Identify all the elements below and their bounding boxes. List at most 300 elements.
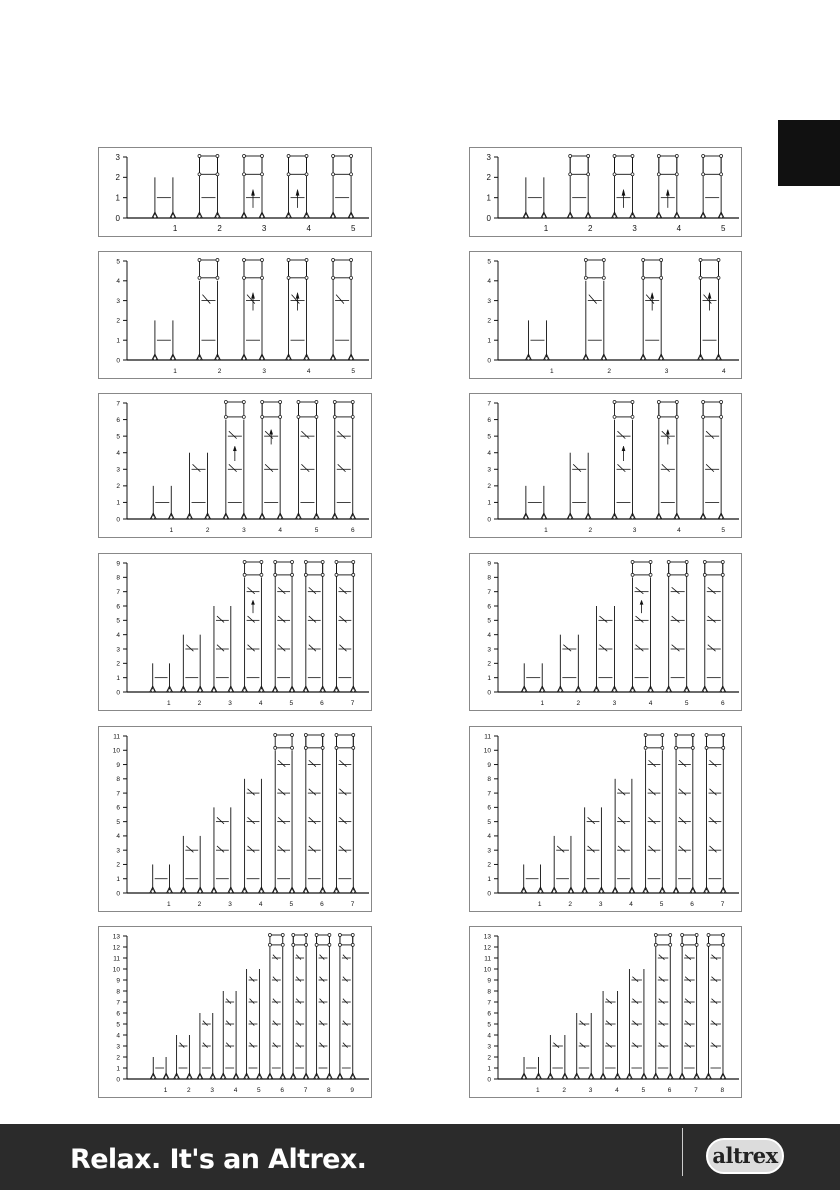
guardrail-clamp <box>338 943 341 946</box>
brace-mark <box>557 846 564 852</box>
castor-wheel <box>290 890 293 893</box>
castor-wheel <box>151 890 154 893</box>
stage-label: 1 <box>169 527 174 534</box>
guardrail-clamp <box>304 746 307 749</box>
stage-label: 7 <box>694 1087 698 1094</box>
scaffold-tower <box>700 401 724 520</box>
y-tick-label: 2 <box>487 861 491 869</box>
guardrail-frame <box>646 735 663 748</box>
castor-wheel <box>642 357 645 360</box>
y-tick-label: 8 <box>116 776 120 784</box>
guardrail-frame <box>270 935 283 945</box>
scaffold-tower <box>174 1035 193 1079</box>
brace-mark <box>339 587 346 593</box>
y-tick-label: 2 <box>116 483 120 491</box>
stage-label: 3 <box>632 527 637 534</box>
guardrail-clamp <box>613 401 616 404</box>
castor-wheel <box>563 1076 566 1079</box>
y-tick-label: 6 <box>116 416 120 424</box>
brace-mark <box>250 999 255 1004</box>
guardrail-clamp <box>644 746 647 749</box>
brace-mark <box>320 977 325 982</box>
brace-mark <box>338 431 346 438</box>
stage-label: 2 <box>607 368 611 375</box>
stage-label: 2 <box>205 527 210 534</box>
guardrail-clamp <box>613 415 616 418</box>
castor-wheel <box>553 890 556 893</box>
y-tick-label: 6 <box>487 603 491 611</box>
stage-label: 2 <box>197 901 202 908</box>
castor-wheel <box>720 215 723 218</box>
scaffold-tower <box>333 734 356 894</box>
brace-mark <box>662 464 670 471</box>
guardrail-clamp <box>297 401 300 404</box>
castor-wheel <box>657 215 660 218</box>
brace-mark <box>711 955 717 960</box>
guardrail-clamp <box>587 155 590 158</box>
y-tick-label: 7 <box>487 400 491 408</box>
diagram-panel-11 <box>98 926 372 1098</box>
guardrail-frame <box>586 260 604 278</box>
stage-label: 4 <box>629 901 633 908</box>
guardrail-clamp <box>717 276 720 279</box>
castor-wheel <box>642 1076 645 1079</box>
y-tick-label: 0 <box>487 689 491 697</box>
stage-label: 6 <box>720 700 725 707</box>
guardrail-frame <box>244 260 262 278</box>
guardrail-clamp <box>335 746 338 749</box>
brace-mark <box>710 760 717 766</box>
scaffold-tower <box>286 259 310 361</box>
guardrail-clamp <box>660 276 663 279</box>
guardrail-clamp <box>681 934 684 937</box>
scaffold-diagram-svg <box>99 394 371 537</box>
brace-mark <box>553 1043 559 1048</box>
brace-mark <box>679 846 686 852</box>
y-tick-label: 1 <box>487 499 491 507</box>
castor-wheel <box>260 215 263 218</box>
brace-mark <box>618 817 625 823</box>
stage-label: 1 <box>166 901 171 908</box>
guardrail-clamp <box>584 259 587 262</box>
y-tick-label: 13 <box>112 933 120 941</box>
stage-label: 5 <box>351 224 356 233</box>
scaffold-tower <box>244 969 263 1079</box>
stage-label: 4 <box>648 700 653 707</box>
scaffold-tower <box>582 807 605 893</box>
guardrail-clamp <box>667 573 670 576</box>
castor-wheel <box>667 689 670 692</box>
castor-wheel <box>351 516 354 519</box>
guardrail-clamp <box>224 415 227 418</box>
stage-label: 5 <box>351 368 356 375</box>
castor-wheel <box>198 1076 201 1079</box>
guardrail-clamp <box>243 259 246 262</box>
brace-mark <box>708 645 716 651</box>
brace-mark <box>203 1021 208 1026</box>
diagram-panel-8 <box>469 553 742 711</box>
guardrail-clamp <box>675 155 678 158</box>
brace-mark <box>710 817 717 823</box>
brace-mark <box>229 464 237 471</box>
y-tick-label: 4 <box>116 833 120 841</box>
castor-wheel <box>305 357 308 360</box>
y-tick-label: 1 <box>116 337 120 345</box>
y-tick-label: 10 <box>112 966 120 974</box>
scaffold-tower <box>314 934 333 1080</box>
guardrail-clamp <box>291 573 294 576</box>
castor-wheel <box>601 1076 604 1079</box>
climb-arrow-head <box>270 430 273 435</box>
castor-wheel <box>721 689 724 692</box>
y-tick-label: 5 <box>116 617 120 625</box>
guardrail-clamp <box>657 415 660 418</box>
stage-label: 5 <box>659 901 664 908</box>
guardrail-clamp <box>699 276 702 279</box>
brace-mark <box>309 846 316 852</box>
brace-mark <box>711 977 717 982</box>
guardrail-clamp <box>631 573 634 576</box>
guardrail-clamp <box>287 155 290 158</box>
stage-label: 2 <box>588 224 593 233</box>
brace-mark <box>320 1043 325 1048</box>
brace-mark <box>309 760 316 766</box>
scaffold-tower <box>567 453 591 519</box>
guardrail-frame <box>275 735 292 748</box>
castor-wheel <box>242 215 245 218</box>
stage-label: 1 <box>537 901 542 908</box>
castor-wheel <box>352 689 355 692</box>
guardrail-clamp <box>703 561 706 564</box>
guardrail-clamp <box>338 934 341 937</box>
y-tick-label: 12 <box>112 944 120 952</box>
y-tick-label: 4 <box>116 449 120 457</box>
brace-mark <box>309 616 316 622</box>
castor-wheel <box>644 890 647 893</box>
brace-mark <box>296 1021 301 1026</box>
castor-wheel <box>281 1076 284 1079</box>
castor-wheel <box>669 1076 672 1079</box>
scaffold-tower <box>525 320 549 360</box>
guardrail-clamp <box>224 401 227 404</box>
brace-mark <box>710 789 717 795</box>
brace-mark <box>217 846 224 852</box>
castor-wheel <box>212 890 215 893</box>
castor-wheel <box>352 890 355 893</box>
brace-mark <box>248 645 255 651</box>
stage-label: 6 <box>320 901 324 908</box>
brace-mark <box>685 1043 691 1048</box>
y-tick-label: 1 <box>486 193 491 203</box>
stage-label: 3 <box>228 700 232 707</box>
stage-label: 5 <box>641 1087 646 1094</box>
y-tick-label: 1 <box>116 876 120 884</box>
stage-label: 7 <box>350 700 355 707</box>
guardrail-clamp <box>333 401 336 404</box>
brace-mark <box>217 817 224 823</box>
scaffold-tower <box>220 991 239 1079</box>
castor-wheel <box>335 689 338 692</box>
y-tick-label: 3 <box>116 646 120 654</box>
castor-wheel <box>188 1076 191 1079</box>
brace-mark <box>296 977 301 982</box>
scaffold-tower <box>180 635 203 692</box>
y-tick-label: 8 <box>487 776 491 784</box>
scaffold-tower <box>612 155 636 219</box>
y-tick-label: 2 <box>116 317 120 325</box>
stage-label: 1 <box>544 527 548 534</box>
y-tick-label: 5 <box>487 818 491 826</box>
castor-wheel <box>182 890 185 893</box>
y-tick-label: 0 <box>116 1076 120 1084</box>
castor-wheel <box>527 357 530 360</box>
castor-wheel <box>229 890 232 893</box>
brace-mark <box>649 817 656 823</box>
y-tick-label: 2 <box>487 317 491 325</box>
guardrail-clamp <box>707 934 710 937</box>
guardrail-frame <box>340 935 353 945</box>
guardrail-frame <box>289 156 307 174</box>
y-tick-label: 1 <box>487 337 491 345</box>
brace-mark <box>685 999 691 1004</box>
guardrail-frame <box>633 562 651 575</box>
scaffold-tower <box>523 486 547 519</box>
guardrail-clamp <box>661 734 664 737</box>
diagram-panel-12 <box>469 926 742 1098</box>
stage-label: 2 <box>576 700 581 707</box>
castor-wheel <box>674 890 677 893</box>
castor-wheel <box>152 1076 155 1079</box>
castor-wheel <box>542 215 545 218</box>
brace-mark <box>226 1043 231 1048</box>
castor-wheel <box>297 516 300 519</box>
stage-label: 5 <box>289 901 294 908</box>
scaffold-tower <box>653 934 673 1080</box>
guardrail-clamp <box>720 401 723 404</box>
castor-wheel <box>691 890 694 893</box>
guardrail-clamp <box>669 934 672 937</box>
stage-label: 6 <box>690 901 694 908</box>
y-tick-label: 0 <box>487 357 491 365</box>
y-tick-label: 8 <box>487 988 491 996</box>
scaffold-tower <box>272 734 295 894</box>
y-tick-label: 2 <box>116 660 120 668</box>
guardrail-clamp <box>350 259 353 262</box>
y-tick-label: 9 <box>487 761 491 769</box>
castor-wheel <box>170 516 173 519</box>
stage-label: 4 <box>233 1087 238 1094</box>
diagram-panel-10 <box>469 726 742 912</box>
y-tick-label: 7 <box>116 588 120 596</box>
y-tick-label: 2 <box>487 660 491 668</box>
brace-mark <box>338 464 346 471</box>
guardrail-clamp <box>584 276 587 279</box>
scaffold-diagram-svg <box>99 927 371 1097</box>
y-tick-label: 0 <box>116 890 120 898</box>
y-tick-label: 1 <box>487 876 491 884</box>
guardrail-clamp <box>291 734 294 737</box>
guardrail-clamp <box>661 746 664 749</box>
stage-label: 3 <box>242 527 246 534</box>
guardrail-clamp <box>707 943 710 946</box>
guardrail-clamp <box>305 173 308 176</box>
castor-wheel <box>171 215 174 218</box>
stage-label: 1 <box>166 700 171 707</box>
climb-arrow-head <box>251 600 254 604</box>
guardrail-clamp <box>274 746 277 749</box>
brace-mark <box>618 846 625 852</box>
y-tick-label: 8 <box>487 574 491 582</box>
guardrail-clamp <box>291 746 294 749</box>
scaffold-diagram-svg <box>99 727 371 911</box>
brace-mark <box>685 955 691 960</box>
scaffold-tower <box>152 320 176 360</box>
brace-mark <box>685 1021 691 1026</box>
castor-wheel <box>349 215 352 218</box>
guardrail-clamp <box>315 415 318 418</box>
guardrail-clamp <box>287 173 290 176</box>
scaffold-tower <box>290 934 309 1080</box>
guardrail-clamp <box>675 734 678 737</box>
y-tick-label: 8 <box>116 988 120 996</box>
guardrail-frame <box>682 935 696 945</box>
castor-wheel <box>613 215 616 218</box>
guardrail-frame <box>570 156 588 174</box>
stage-label: 4 <box>676 224 682 233</box>
guardrail-clamp <box>660 259 663 262</box>
guardrail-clamp <box>328 943 331 946</box>
castor-wheel <box>151 689 154 692</box>
climb-arrow-head <box>640 600 643 604</box>
y-tick-label: 1 <box>487 1065 491 1073</box>
castor-wheel <box>545 357 548 360</box>
guardrail-clamp <box>261 276 264 279</box>
stage-label: 3 <box>210 1087 214 1094</box>
footer-bar <box>0 1124 840 1190</box>
y-tick-label: 7 <box>116 400 120 408</box>
guardrail-clamp <box>243 276 246 279</box>
guardrail-clamp <box>613 155 616 158</box>
brace-mark <box>248 817 255 823</box>
y-tick-label: 8 <box>116 574 120 582</box>
brace-mark <box>339 817 346 823</box>
guardrail-clamp <box>287 276 290 279</box>
castor-wheel <box>331 357 334 360</box>
scaffold-tower <box>241 259 265 361</box>
castor-wheel <box>331 215 334 218</box>
castor-wheel <box>168 890 171 893</box>
brace-mark <box>301 431 309 438</box>
brace-mark <box>685 977 691 982</box>
brace-mark <box>636 645 644 651</box>
scaffold-tower <box>656 155 680 219</box>
guardrail-clamp <box>720 415 723 418</box>
scaffold-tower <box>656 401 680 520</box>
y-tick-label: 1 <box>116 674 120 682</box>
guardrail-clamp <box>287 259 290 262</box>
castor-wheel <box>321 689 324 692</box>
brace-mark <box>229 431 237 438</box>
brace-mark <box>632 999 638 1004</box>
guardrail-clamp <box>657 401 660 404</box>
footer-divider <box>682 1128 683 1176</box>
scaffold-tower <box>286 155 310 219</box>
guardrail-clamp <box>335 734 338 737</box>
brace-mark <box>632 1021 638 1026</box>
castor-wheel <box>595 689 598 692</box>
castor-wheel <box>349 357 352 360</box>
stage-label: 4 <box>278 527 283 534</box>
guardrail-clamp <box>351 943 354 946</box>
guardrail-frame <box>676 735 693 748</box>
brace-mark <box>309 817 316 823</box>
castor-wheel <box>537 1076 540 1079</box>
stage-label: 3 <box>262 368 266 375</box>
brace-mark <box>339 760 346 766</box>
brace-mark <box>659 955 665 960</box>
y-tick-label: 0 <box>487 890 491 898</box>
stage-label: 1 <box>173 368 177 375</box>
scaffold-tower <box>242 561 265 693</box>
stage-label: 5 <box>289 700 294 707</box>
castor-wheel <box>569 516 572 519</box>
scaffold-tower <box>197 1013 216 1079</box>
guardrail-clamp <box>702 415 705 418</box>
brace-mark <box>672 616 680 622</box>
scaffold-tower <box>666 561 690 693</box>
y-tick-label: 0 <box>116 516 120 524</box>
scaffold-tower <box>332 401 356 520</box>
scaffold-tower <box>211 606 234 692</box>
guardrail-clamp <box>292 943 295 946</box>
guardrail-clamp <box>198 259 201 262</box>
castor-wheel <box>243 890 246 893</box>
y-tick-label: 2 <box>116 1054 120 1062</box>
castor-wheel <box>699 357 702 360</box>
scaffold-diagram-svg <box>99 554 371 710</box>
castor-wheel <box>216 357 219 360</box>
stage-label: 5 <box>720 224 726 233</box>
stage-label: 2 <box>568 901 572 908</box>
guardrail-frame <box>298 402 316 417</box>
climb-arrow-head <box>251 293 254 299</box>
guardrail-clamp <box>721 561 724 564</box>
section-tab-marker <box>778 120 840 186</box>
castor-wheel <box>182 689 185 692</box>
guardrail-clamp <box>321 573 324 576</box>
guardrail-clamp <box>721 573 724 576</box>
brace-mark <box>649 846 656 852</box>
guardrail-clamp <box>352 573 355 576</box>
castor-wheel <box>153 215 156 218</box>
stage-label: 1 <box>540 700 545 707</box>
brace-mark <box>180 1043 185 1048</box>
guardrail-clamp <box>691 734 694 737</box>
guardrail-clamp <box>261 259 264 262</box>
y-tick-label: 2 <box>487 1054 491 1062</box>
stage-label: 7 <box>720 901 725 908</box>
y-tick-label: 2 <box>487 483 491 491</box>
castor-wheel <box>522 890 525 893</box>
scaffold-tower <box>330 155 354 219</box>
guardrail-clamp <box>332 173 335 176</box>
scaffold-tower <box>551 836 574 893</box>
y-tick-label: 5 <box>487 1021 491 1029</box>
guardrail-clamp <box>703 573 706 576</box>
castor-wheel <box>290 689 293 692</box>
scaffold-tower <box>574 1013 594 1079</box>
castor-wheel <box>539 890 542 893</box>
